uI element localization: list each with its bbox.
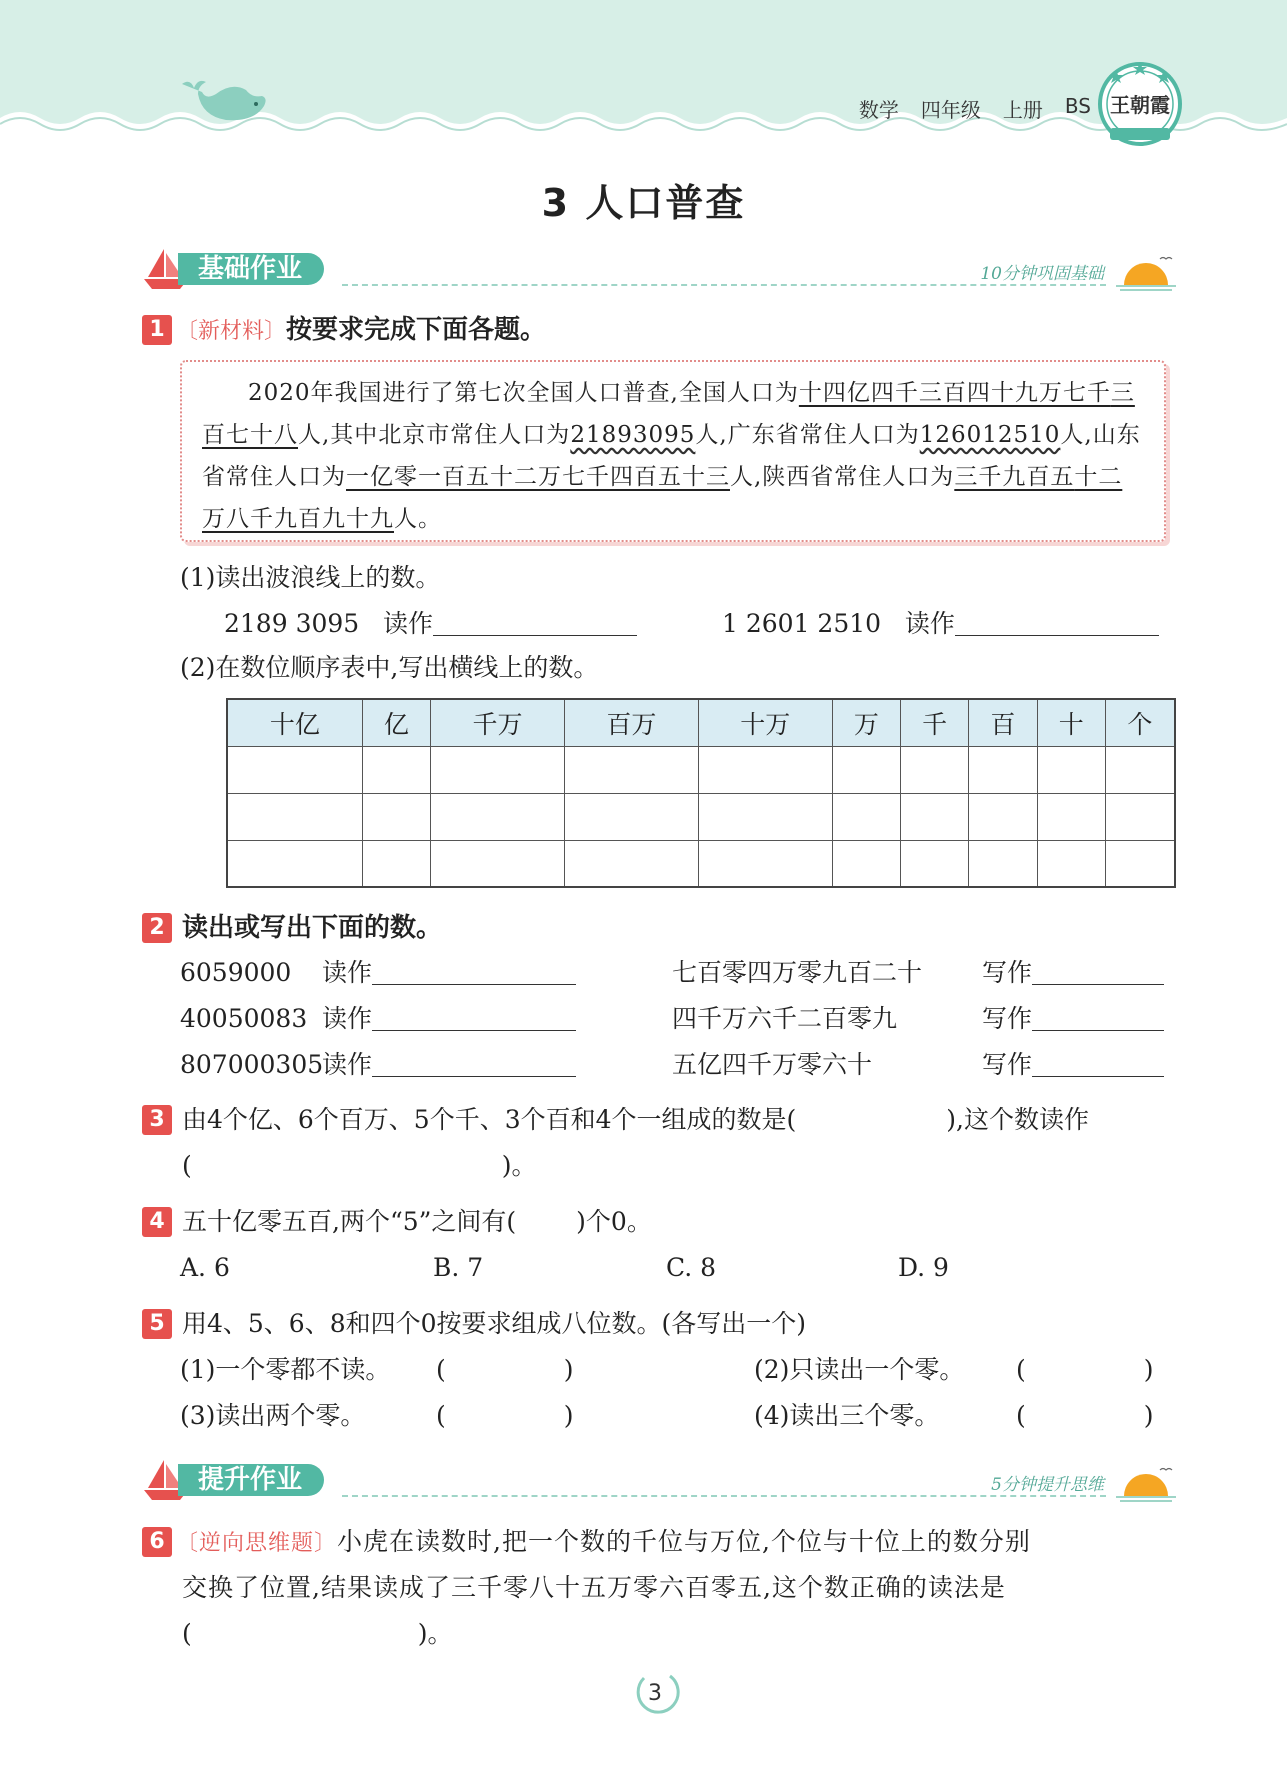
paren: ) [1143, 1355, 1154, 1384]
table-cell[interactable] [969, 793, 1037, 840]
q2-number: 6059000 [180, 958, 292, 987]
q6-text: ( [182, 1619, 192, 1648]
paren: ) [563, 1355, 574, 1384]
q6-text: )。 [417, 1619, 453, 1648]
table-cell[interactable] [564, 746, 698, 793]
table-cell[interactable] [362, 840, 430, 887]
page-number-badge [630, 1668, 680, 1718]
sunrise-icon [1116, 1466, 1176, 1502]
answer-blank[interactable] [372, 955, 576, 985]
q1-read-row-2 [722, 604, 1159, 644]
q2-words: 四千万六千二百零九 [672, 1004, 898, 1033]
q2-title: 读出或写出下面的数。 [182, 913, 443, 943]
table-cell[interactable] [227, 840, 362, 887]
paren: ) [563, 1401, 574, 1430]
table-cell[interactable] [431, 840, 565, 887]
q6-text: 小虎在读数时,把一个数的千位与万位,个位与十位上的数分别 [337, 1527, 1031, 1556]
q4-option-c[interactable]: C. 8 [666, 1253, 717, 1282]
section-basic [142, 247, 1176, 291]
question-number: 6 [142, 1527, 172, 1557]
table-cell[interactable] [431, 793, 565, 840]
q5-item [754, 1396, 1154, 1436]
q3-text: )。 [501, 1151, 537, 1180]
material-text: 人,其中北京市常住人口为 [298, 422, 571, 448]
table-cell[interactable] [901, 793, 969, 840]
section-advanced-label: 提升作业 [178, 1464, 324, 1496]
table-cell[interactable] [227, 793, 362, 840]
q5-item-text: (2)只读出一个零。 [754, 1355, 965, 1384]
q2-row-write [672, 1045, 1164, 1085]
q4-option-d[interactable]: D. 9 [898, 1253, 949, 1282]
paren: ( [436, 1355, 446, 1384]
read-label: 读作 [322, 1050, 373, 1079]
table-cell[interactable] [901, 746, 969, 793]
table-cell[interactable] [969, 746, 1037, 793]
table-cell[interactable] [1105, 746, 1175, 793]
q2-row [180, 953, 576, 993]
material-paragraph [202, 372, 1146, 540]
table-cell[interactable] [564, 840, 698, 887]
question-number: 4 [142, 1207, 172, 1237]
header-meta [859, 94, 1091, 123]
table-cell[interactable] [698, 793, 832, 840]
table-header-cell: 十万 [698, 699, 832, 746]
answer-blank[interactable] [1032, 955, 1164, 985]
read-label: 读作 [383, 609, 434, 638]
q5-item [754, 1350, 1154, 1390]
table-header-cell: 千万 [431, 699, 565, 746]
q2-row [180, 1045, 576, 1085]
table-cell[interactable] [564, 793, 698, 840]
write-label: 写作 [982, 958, 1033, 987]
underlined-number: 三千九百五 [954, 464, 1075, 490]
answer-blank[interactable] [433, 606, 637, 636]
write-label: 写作 [982, 1050, 1033, 1079]
section-basic-label: 基础作业 [178, 253, 324, 285]
q6-line3 [182, 1614, 453, 1654]
table-cell[interactable] [832, 840, 900, 887]
material-text: 人。 [394, 506, 442, 532]
q5-item-text: (3)读出两个零。 [180, 1401, 366, 1430]
q3-text: 由4个亿、6个百万、5个千、3个百和4个一组成的数是( [182, 1105, 797, 1134]
place-value-table [226, 698, 1176, 888]
q4-stem [182, 1202, 652, 1242]
table-cell[interactable] [832, 746, 900, 793]
section-basic-hint: 10分钟巩固基础 [980, 264, 1104, 284]
table-header-cell: 百 [969, 699, 1037, 746]
q4-option-a[interactable]: A. 6 [180, 1253, 230, 1282]
grade-label: 四年级 [920, 98, 981, 122]
answer-blank[interactable] [372, 1047, 576, 1077]
material-text: 人,山东省常住人口为 [202, 422, 1141, 490]
table-header-cell: 亿 [362, 699, 430, 746]
table-cell[interactable] [1037, 840, 1105, 887]
q1-sub2: (2)在数位顺序表中,写出横线上的数。 [180, 653, 599, 682]
underlined-number: 一亿零一百五十二万七千四百五十三 [346, 464, 730, 490]
q2-number: 807000305 [180, 1050, 324, 1079]
q6-line1 [176, 1522, 1031, 1564]
question-number: 2 [142, 913, 172, 943]
q5-item-text: (4)读出三个零。 [754, 1401, 940, 1430]
wavy-number: 126012510 [919, 422, 1061, 448]
q2-row-write [672, 953, 1164, 993]
q1-tag: 〔新材料〕 [176, 319, 287, 344]
q1-material-box [180, 360, 1166, 542]
q5-item-text: (1)一个零都不读。 [180, 1355, 391, 1384]
sunrise-icon [1116, 255, 1176, 291]
table-header-cell: 十 [1037, 699, 1105, 746]
section-advanced [142, 1458, 1176, 1502]
q2-row [180, 999, 576, 1039]
brand-logo [1096, 58, 1184, 150]
q4-text: )个0。 [576, 1207, 652, 1236]
table-header-cell: 千 [901, 699, 969, 746]
q6-line2: 交换了位置,结果读成了三千零八十五万零六百零五,这个数正确的读法是 [182, 1573, 1006, 1602]
underlined-number: 十四亿四千三百四十九万七千 [798, 380, 1111, 406]
table-cell[interactable] [362, 746, 430, 793]
lesson-title: 3 人口普查 [541, 181, 746, 225]
material-text: 人,广东省常住人口为 [695, 422, 920, 448]
q1-read-row-1 [224, 604, 637, 644]
read-number: 2189 3095 [224, 609, 360, 638]
answer-blank[interactable] [955, 606, 1159, 636]
section-advanced-hint: 5分钟提升思维 [991, 1475, 1104, 1495]
table-cell[interactable] [362, 793, 430, 840]
wavy-number: 21893095 [570, 422, 696, 448]
q4-text: 五十亿零五百,两个“5”之间有( [182, 1207, 517, 1236]
question-number: 5 [142, 1309, 172, 1339]
section-divider [342, 284, 1106, 286]
table-header-row [227, 699, 1175, 746]
q2-number: 40050083 [180, 1004, 308, 1033]
paren: ( [1016, 1355, 1026, 1384]
material-text: 2020年我国进行了第七次全国人口普查,全国人口为 [248, 380, 799, 406]
table-header-cell: 百万 [564, 699, 698, 746]
q2-row-write [672, 999, 1164, 1039]
whale-icon [176, 76, 272, 132]
q2-words: 五亿四千万零六十 [672, 1050, 873, 1079]
table-cell[interactable] [1105, 840, 1175, 887]
volume-label: 上册 [1002, 98, 1043, 122]
q1-title: 按要求完成下面各题。 [286, 315, 547, 345]
edition-label: BS [1064, 94, 1091, 118]
write-label: 写作 [982, 1004, 1033, 1033]
paren: ) [1143, 1401, 1154, 1430]
read-label: 读作 [904, 609, 955, 638]
underlined-number: 三百七十八 [202, 380, 1135, 448]
q1-sub1: (1)读出波浪线上的数。 [180, 563, 441, 592]
table-cell[interactable] [1105, 793, 1175, 840]
material-text: 人,陕西省常住人口为 [730, 464, 955, 490]
q3-line2 [182, 1146, 537, 1186]
page-number: 3 [648, 1681, 662, 1706]
table-cell[interactable] [698, 840, 832, 887]
answer-blank[interactable] [1032, 1001, 1164, 1031]
paren: ( [1016, 1401, 1026, 1430]
table-cell[interactable] [1037, 793, 1105, 840]
section-divider [342, 1495, 1106, 1497]
q5-item [180, 1350, 574, 1390]
q5-title: 用4、5、6、8和四个0按要求组成八位数。(各写出一个) [182, 1309, 807, 1338]
q3-text: ),这个数读作 [946, 1105, 1089, 1134]
table-cell[interactable] [431, 746, 565, 793]
read-label: 读作 [322, 958, 373, 987]
paren: ( [436, 1401, 446, 1430]
q5-item [180, 1396, 574, 1436]
subject-label: 数学 [858, 98, 899, 122]
question-number: 3 [142, 1105, 172, 1135]
table-header-cell: 个 [1105, 699, 1175, 746]
answer-blank[interactable] [1032, 1047, 1164, 1077]
table-row [227, 793, 1175, 840]
brand-name: 王朝霞 [1110, 93, 1170, 117]
q2-words: 七百零四万零九百二十 [672, 958, 923, 987]
q1-heading [176, 308, 546, 354]
table-cell[interactable] [1037, 746, 1105, 793]
table-row [227, 840, 1175, 887]
table-cell[interactable] [832, 793, 900, 840]
table-row [227, 746, 1175, 793]
q3-line1 [182, 1100, 1089, 1140]
read-label: 读作 [322, 1004, 373, 1033]
table-cell[interactable] [227, 746, 362, 793]
q6-tag: 〔逆向思维题〕 [176, 1531, 338, 1556]
q3-text: ( [182, 1151, 192, 1180]
q4-option-b[interactable]: B. 7 [433, 1253, 484, 1282]
answer-blank[interactable] [372, 1001, 576, 1031]
question-number: 1 [142, 315, 172, 345]
underlined-number: 十二万八千九百九十九 [202, 464, 1123, 532]
table-cell[interactable] [969, 840, 1037, 887]
table-cell[interactable] [901, 840, 969, 887]
read-number: 1 2601 2510 [722, 609, 882, 638]
table-header-cell: 十亿 [227, 699, 362, 746]
table-header-cell: 万 [832, 699, 900, 746]
table-cell[interactable] [698, 746, 832, 793]
